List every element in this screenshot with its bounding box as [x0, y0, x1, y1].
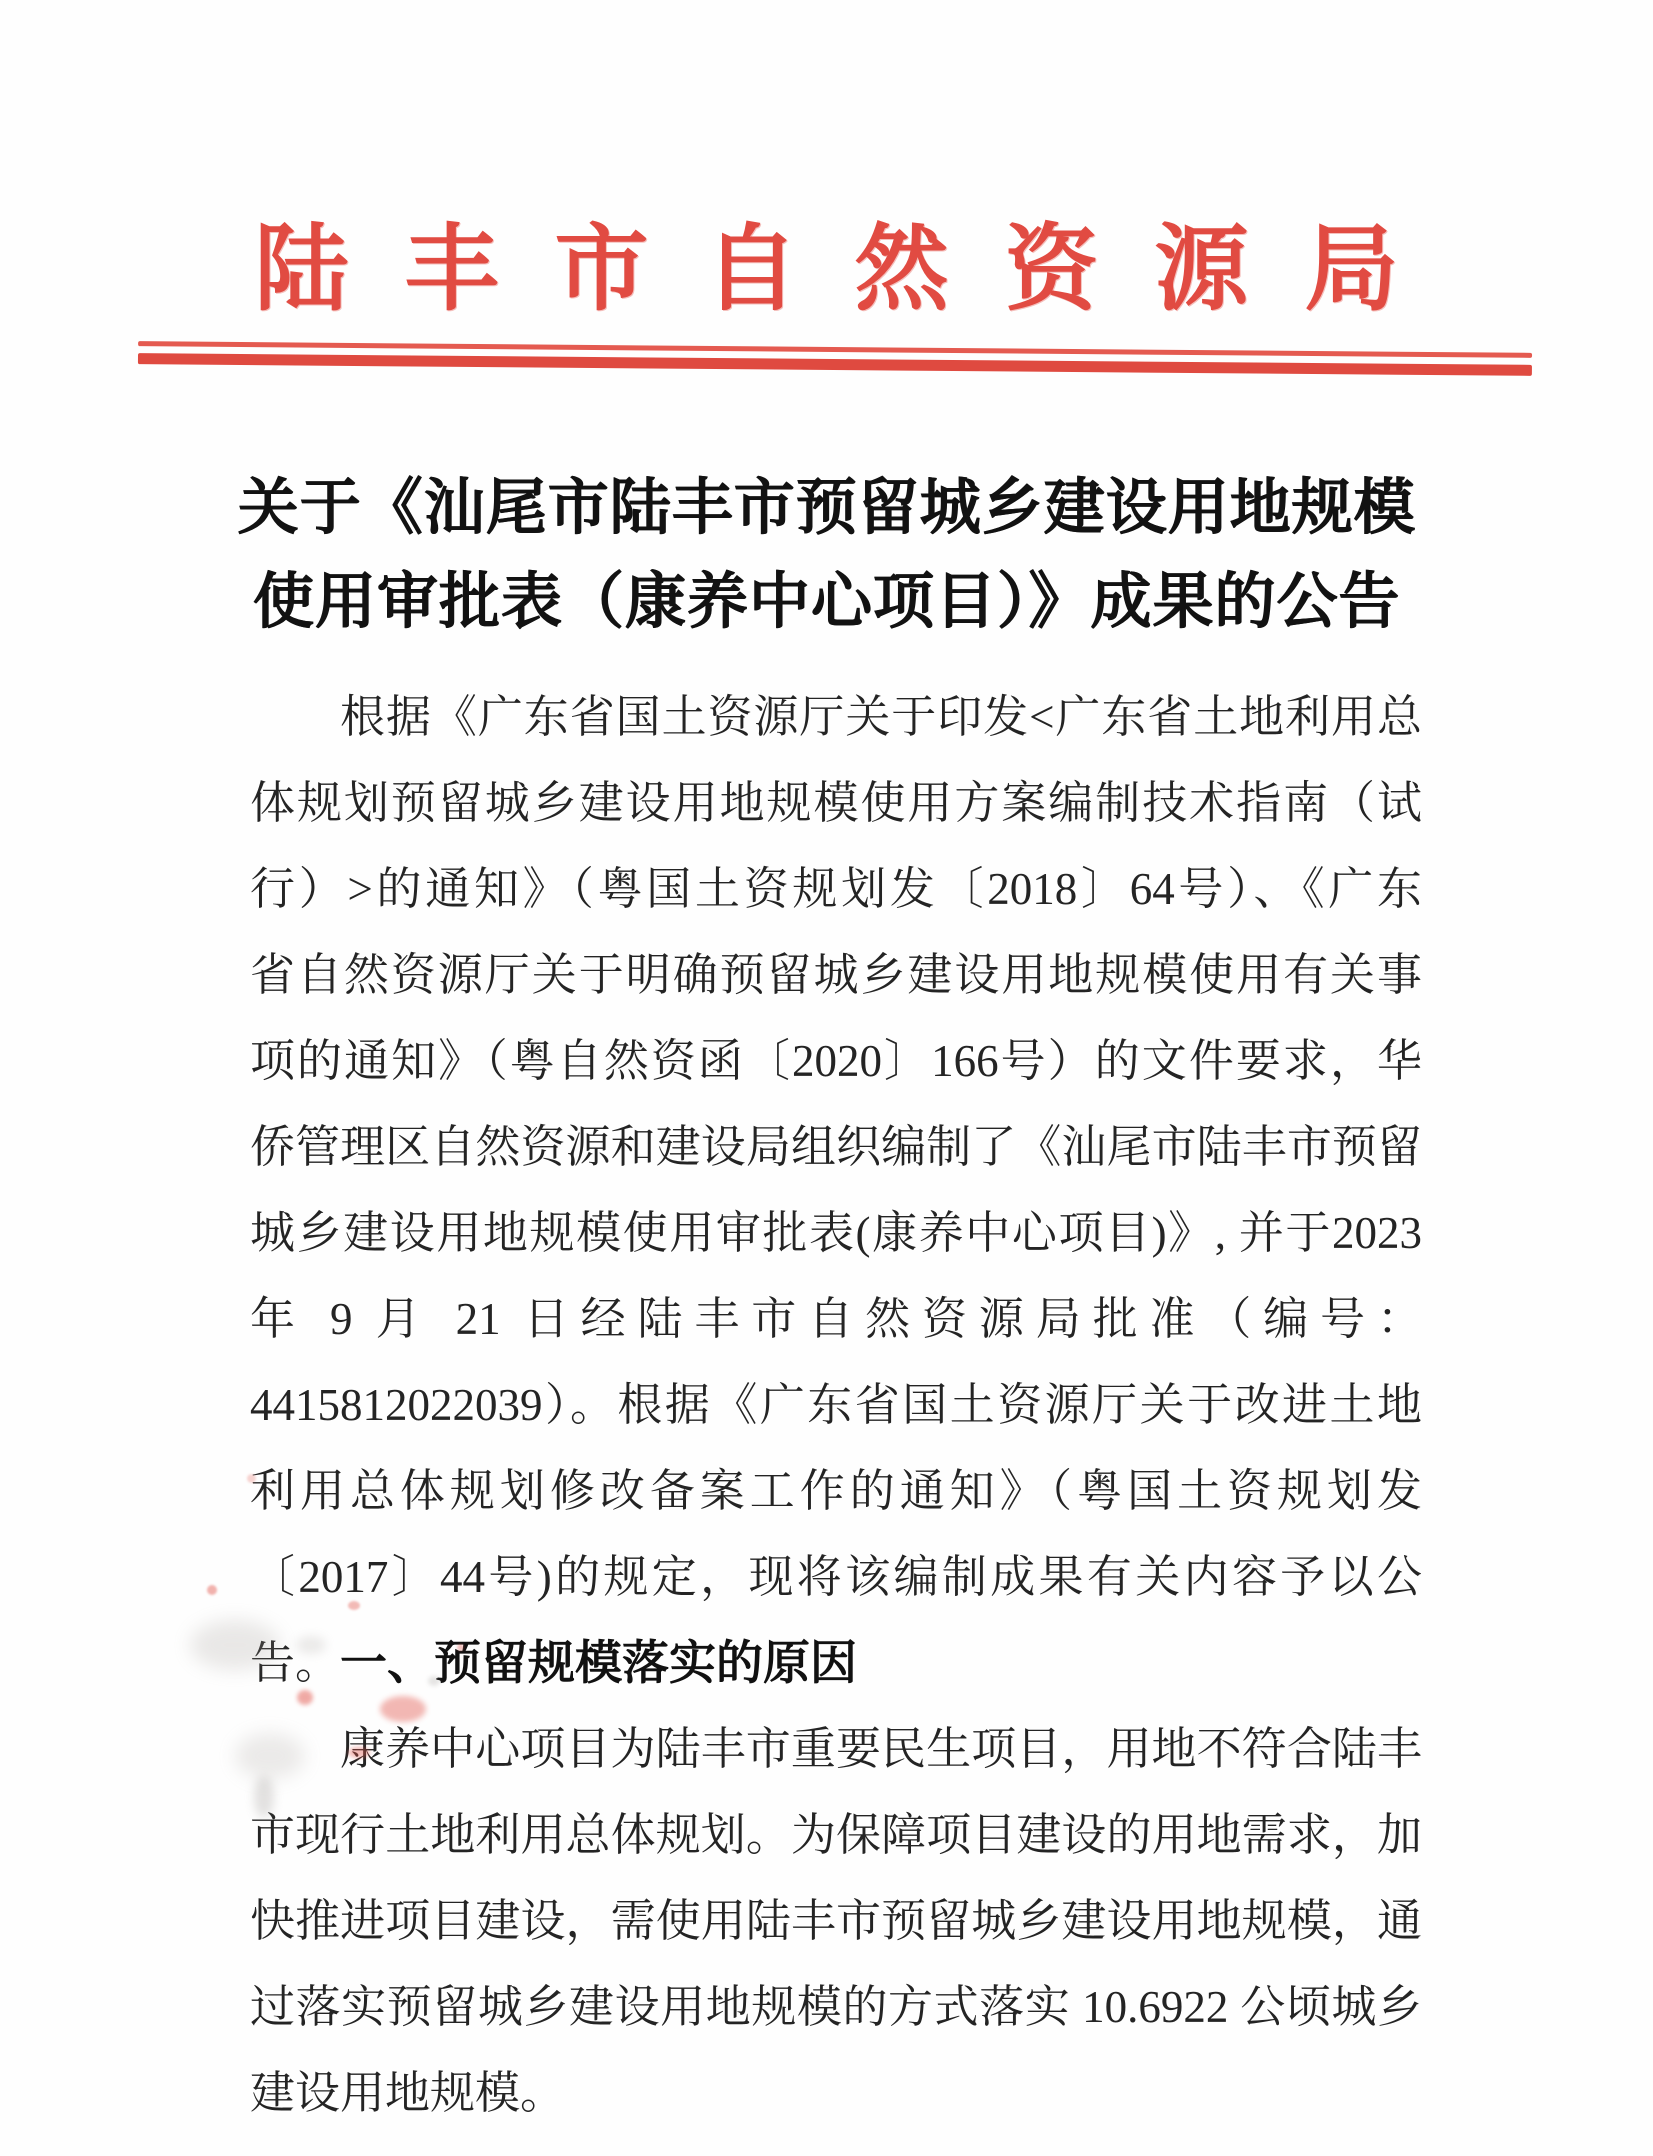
section-heading: 一、预留规模落实的原因	[340, 1636, 857, 1689]
body-line: 行）>的通知》（粤国土资规划发〔2018〕64号）、《广东	[250, 864, 1422, 914]
body-line: 康养中心项目为陆丰市重要民生项目，用地不符合陆丰	[340, 1724, 1422, 1774]
body-line: 城乡建设用地规模使用审批表(康养中心项目)》, 并于2023	[250, 1208, 1422, 1258]
body-line: 根据《广东省国土资源厅关于印发<广东省土地利用总	[340, 692, 1422, 742]
document-title-line-2: 使用审批表（康养中心项目）》成果的公告	[252, 569, 1401, 636]
body-line: 年 9 月 21 日经陆丰市自然资源局批准（编号：	[250, 1294, 1422, 1344]
document-title	[0, 462, 1653, 650]
scan-pink-speck	[207, 1585, 217, 1595]
body-line: 侨管理区自然资源和建设局组织编制了《汕尾市陆丰市预留	[250, 1122, 1422, 1172]
body-line: 过落实预留城乡建设用地规模的方式落实 10.6922 公顷城乡	[250, 1982, 1422, 2032]
body-line: 4415812022039）。根据《广东省国土资源厅关于改进土地	[250, 1380, 1422, 1430]
body-line: 市现行土地利用总体规划。为保障项目建设的用地需求，加	[250, 1810, 1422, 1860]
body-line: 体规划预留城乡建设用地规模使用方案编制技术指南（试	[250, 778, 1422, 828]
paragraph-reason	[250, 1706, 1422, 2136]
document-title-line-1: 关于《汕尾市陆丰市预留城乡建设用地规模	[237, 475, 1416, 542]
body-line: 利用总体规划修改备案工作的通知》（粤国土资规划发	[250, 1466, 1422, 1516]
agency-letterhead: 陆丰市自然资源局	[254, 218, 1455, 322]
body-line: 建设用地规模。	[250, 2068, 566, 2118]
letterhead-divider	[138, 341, 1532, 376]
body-line: 快推进项目建设，需使用陆丰市预留城乡建设用地规模，通	[250, 1896, 1422, 1946]
document-body	[250, 674, 1422, 2136]
body-line: 省自然资源厅关于明确预留城乡建设用地规模使用有关事	[250, 950, 1422, 1000]
body-line: 项的通知》（粤自然资函〔2020〕166号）的文件要求，华	[250, 1036, 1422, 1086]
body-line: 〔2017〕44号)的规定，现将该编制成果有关内容予以公告。	[250, 1552, 1422, 1688]
